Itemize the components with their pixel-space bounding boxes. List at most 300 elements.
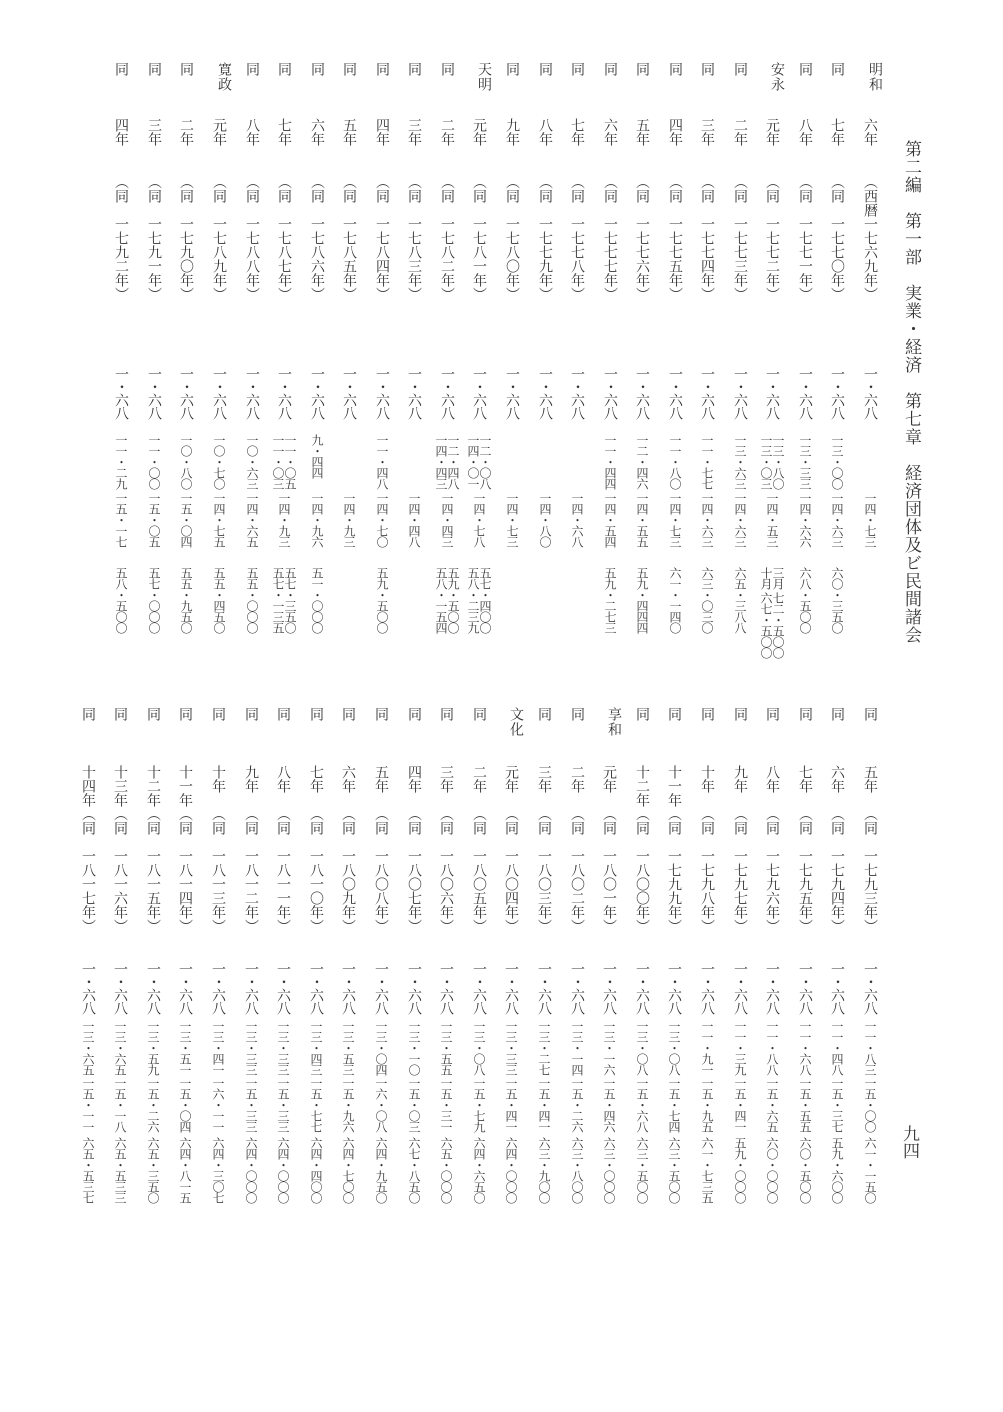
year-cell: 元年 — [211, 118, 227, 146]
value-d-cell: 六〇・〇〇〇 — [765, 1137, 779, 1203]
era-cell: 同 — [374, 62, 390, 76]
value-b-cell: 一一・三九 — [733, 1020, 747, 1075]
western-year-cell: （同 一七七一年） — [797, 175, 813, 301]
year-cell: 七年 — [308, 765, 324, 793]
value-c-cell: 一五・〇三 — [407, 1077, 421, 1132]
table-row — [858, 62, 882, 622]
value-a-cell: 一・六八 — [243, 962, 259, 1014]
value-c-cell: 一四・六三 — [733, 492, 747, 547]
value-d-cell: 五九・五〇〇 — [446, 567, 460, 633]
year-cell: 五年 — [862, 765, 878, 793]
value-d-cell: 五八・二三九 — [466, 567, 480, 633]
value-d-cell: 六七・八五〇 — [407, 1137, 421, 1203]
era-cell: 同 — [862, 707, 878, 721]
year-cell: 六年 — [602, 118, 618, 146]
value-a-cell: 一・六八 — [732, 962, 748, 1014]
era-cell: 同 — [602, 62, 618, 76]
value-c-cell: 一五・四一 — [537, 1077, 551, 1132]
value-b-cell: 一二・四八 — [446, 434, 460, 489]
value-c-cell: 一五・七九 — [472, 1077, 486, 1132]
value-a-cell: 一・六八 — [732, 367, 748, 419]
value-c-cell: 一四・五四 — [603, 492, 617, 547]
table-row — [695, 62, 719, 633]
table-row — [369, 707, 393, 1267]
value-a-cell: 一・六八 — [666, 962, 682, 1014]
year-cell: 二年 — [178, 118, 194, 146]
value-b-cell: 一一・四四 — [603, 434, 617, 489]
value-b-cell: 一三・四三 — [309, 1020, 323, 1075]
value-c-cell: 一四・九三 — [277, 492, 291, 547]
table-row — [434, 707, 458, 1267]
value-d-cell: 五七・四〇〇 — [478, 567, 492, 633]
era-cell: 同 — [177, 707, 193, 721]
era-cell: 同 — [471, 707, 487, 721]
value-d-cell: 六一・一四〇 — [668, 567, 682, 633]
year-cell: 六年 — [340, 765, 356, 793]
era-cell: 寛政 — [216, 62, 232, 92]
value-c-cell: 一五・〇四 — [179, 492, 193, 547]
era-cell: 同 — [504, 62, 520, 76]
value-b-cell: 一一・四八 — [375, 434, 389, 489]
year-cell: 三年 — [146, 118, 162, 146]
value-c-cell: 一四・七三 — [505, 492, 519, 547]
year-cell: 七年 — [797, 765, 813, 793]
value-c-cell: 一五・一八 — [113, 1077, 127, 1132]
value-a-cell: 一・六八 — [211, 367, 227, 419]
era-cell: 享和 — [606, 707, 622, 737]
era-cell: 同 — [112, 707, 128, 721]
value-c-cell: 一四・六五 — [245, 492, 259, 547]
era-cell: 同 — [146, 62, 162, 76]
year-cell: 二年 — [471, 765, 487, 793]
value-d-cell: 六一・一五〇 — [863, 1137, 877, 1203]
western-year-cell: （同 一八〇七年） — [406, 807, 422, 933]
value-d-cell: 六三・五〇〇 — [635, 1137, 649, 1203]
year-cell: 十四年 — [80, 765, 96, 807]
era-cell: 同 — [113, 62, 129, 76]
table-row — [825, 707, 849, 1267]
era-cell: 同 — [797, 707, 813, 721]
value-b-cell: 一三・五五 — [439, 1020, 453, 1075]
western-year-cell: （同 一七七二年） — [764, 175, 780, 301]
value-d-cell: 六三・五〇〇 — [667, 1137, 681, 1203]
value-a-cell: 一・六八 — [862, 367, 878, 419]
table-row — [141, 707, 165, 1267]
value-c-cell: 一五・〇四 — [178, 1077, 192, 1132]
value-a-cell: 一・六八 — [244, 367, 260, 419]
era-cell: 同 — [438, 707, 454, 721]
era-cell: 同 — [406, 707, 422, 721]
page-number: 九四 — [899, 1125, 919, 1159]
value-d-cell: 六〇・五〇〇 — [798, 1137, 812, 1203]
value-b-cell: 一一・〇〇 — [147, 434, 161, 489]
table-row — [500, 62, 524, 622]
value-a-cell: 一・六八 — [438, 962, 454, 1014]
era-cell: 天明 — [476, 62, 492, 92]
value-d-cell: 六四・三〇七 — [211, 1137, 225, 1203]
value-c-cell: 一四・七〇 — [375, 492, 389, 547]
western-year-cell: （同 一八〇一年） — [601, 807, 617, 933]
year-cell: 五年 — [373, 765, 389, 793]
value-c-cell: 一四・七五 — [212, 492, 226, 547]
table-row — [206, 707, 230, 1267]
era-cell: 同 — [666, 707, 682, 721]
value-b-cell: 一一・八〇 — [668, 434, 682, 489]
year-cell: 九年 — [732, 765, 748, 793]
era-cell: 安永 — [769, 62, 785, 92]
era-cell: 同 — [308, 707, 324, 721]
value-c-cell: 一四・五三 — [765, 492, 779, 547]
table-row — [793, 707, 817, 1267]
value-a-cell: 一・六八 — [569, 962, 585, 1014]
year-cell: 三年 — [536, 765, 552, 793]
value-b-cell: 一三・二七 — [537, 1020, 551, 1075]
value-c-cell: 一五・五五 — [798, 1077, 812, 1132]
value-b-cell: 一四・四三 — [434, 434, 448, 489]
value-d-cell: 五九・四四四 — [635, 567, 649, 633]
era-cell: 同 — [732, 707, 748, 721]
value-d-cell: 五九・六〇〇 — [830, 1137, 844, 1203]
value-b-cell: 一三・〇〇 — [830, 434, 844, 489]
value-d-cell: 五九・五〇〇 — [375, 567, 389, 633]
table-row — [630, 62, 654, 633]
western-year-cell: （西暦一七六九年） — [862, 175, 878, 301]
year-cell: 元年 — [503, 765, 519, 793]
value-c-cell: 一五・三七 — [830, 1077, 844, 1132]
value-a-cell: 一・六八 — [406, 962, 422, 1014]
year-cell: 六年 — [829, 765, 845, 793]
value-c-cell: 一四・四八 — [407, 492, 421, 547]
value-d-cell: 六八・五〇〇 — [798, 567, 812, 633]
value-b-cell: 一〇・八〇 — [179, 434, 193, 489]
value-a-cell: 一・六八 — [210, 962, 226, 1014]
value-a-cell: 一・六八 — [797, 367, 813, 419]
era-cell: 文化 — [508, 707, 524, 737]
western-year-cell: （同 一八〇〇年） — [634, 807, 650, 933]
table-row — [598, 62, 622, 633]
value-d-cell: 十月 六七・五〇〇 — [759, 567, 773, 658]
value-a-cell: 一・六八 — [146, 367, 162, 419]
year-cell: 六年 — [309, 118, 325, 146]
year-cell: 八年 — [764, 765, 780, 793]
value-a-cell: 一・六八 — [340, 962, 356, 1014]
western-year-cell: （同 一八〇二年） — [569, 807, 585, 933]
value-b-cell: 一三・六五 — [81, 1020, 95, 1075]
year-cell: 十年 — [210, 765, 226, 793]
value-d-cell: 六一・七三五 — [700, 1137, 714, 1203]
western-year-cell: （同 一八一四年） — [177, 807, 193, 933]
value-c-cell: 一四・六六 — [798, 492, 812, 547]
era-cell: 同 — [634, 707, 650, 721]
year-cell: 元年 — [764, 118, 780, 146]
value-b-cell: 一三・五三 — [341, 1020, 355, 1075]
table-row — [240, 62, 264, 633]
value-b-cell: 一一・九一 — [700, 1020, 714, 1075]
value-b-cell: 一三・一〇 — [407, 1020, 421, 1075]
value-d-cell: 五九・〇〇〇 — [733, 1137, 747, 1203]
value-b-cell: 一二・四六 — [635, 434, 649, 489]
year-cell: 二年 — [732, 118, 748, 146]
value-d-cell: 六三・〇〇〇 — [602, 1137, 616, 1203]
western-year-cell: （同 一七九四年） — [829, 807, 845, 933]
value-c-cell: 一五・九六 — [341, 1077, 355, 1132]
value-a-cell: 一・六八 — [699, 962, 715, 1014]
table-row — [370, 62, 394, 633]
era-cell: 同 — [178, 62, 194, 76]
western-year-cell: （同 一七八五年） — [341, 175, 357, 301]
value-c-cell: 一五・一七 — [114, 492, 128, 547]
value-c-cell: 一五・四一 — [733, 1077, 747, 1132]
value-d-cell: 五八・一五四 — [434, 567, 448, 633]
western-year-cell: （同 一八一五年） — [145, 807, 161, 933]
value-d-cell: 五七・一三五 — [271, 567, 285, 633]
value-a-cell: 一・六八 — [829, 367, 845, 419]
value-d-cell: 六四・〇〇〇 — [276, 1137, 290, 1203]
western-year-cell: （同 一七八二年） — [439, 175, 455, 301]
western-year-cell: （同 一七九七年） — [732, 807, 748, 933]
table-row — [142, 62, 166, 633]
value-a-cell: 一・六八 — [503, 962, 519, 1014]
value-c-cell: 一四・五五 — [635, 492, 649, 547]
value-c-cell: 一六・〇八 — [374, 1077, 388, 1132]
era-cell: 同 — [309, 62, 325, 76]
value-d-cell: 六四・六五〇 — [472, 1137, 486, 1203]
value-a-cell: 一・六八 — [308, 962, 324, 1014]
value-a-cell: 一・六八 — [667, 367, 683, 419]
western-year-cell: （同 一七九九年） — [666, 807, 682, 933]
value-b-cell: 一三・四一 — [211, 1020, 225, 1075]
value-b-cell: 一〇・七〇 — [212, 434, 226, 489]
table-row — [271, 62, 297, 633]
era-cell: 同 — [634, 62, 650, 76]
value-b-cell: 一三・一四 — [570, 1020, 584, 1075]
western-year-cell: （同 一八一三年） — [210, 807, 226, 933]
value-a-cell: 一・六八 — [112, 962, 128, 1014]
value-c-cell: 一五・九五 — [700, 1077, 714, 1132]
value-d-cell: 五九・二七三 — [603, 567, 617, 633]
value-b-cell: 一三・六三 — [733, 434, 747, 489]
year-cell: 四年 — [374, 118, 390, 146]
era-cell: 同 — [569, 707, 585, 721]
value-d-cell: 六五・〇〇〇 — [439, 1137, 453, 1203]
western-year-cell: （同 一七八八年） — [244, 175, 260, 301]
year-cell: 六年 — [862, 118, 878, 146]
table-row — [565, 62, 589, 622]
value-d-cell: 六四・八一五 — [178, 1137, 192, 1203]
value-d-cell: 五一・〇〇〇 — [310, 567, 324, 633]
table-row — [402, 62, 426, 622]
table-row — [793, 62, 817, 633]
year-cell: 十年 — [699, 765, 715, 793]
table-row — [239, 707, 263, 1267]
western-year-cell: （同 一七八六年） — [309, 175, 325, 301]
value-d-cell: 六五・三八八 — [733, 567, 747, 633]
year-cell: 二年 — [439, 118, 455, 146]
western-year-cell: （同 一七九三年） — [862, 807, 878, 933]
era-cell: 同 — [373, 707, 389, 721]
western-year-cell: （同 一八〇三年） — [536, 807, 552, 933]
western-year-cell: （同 一七七六年） — [634, 175, 650, 301]
value-c-cell: 一五・二六 — [570, 1077, 584, 1132]
value-a-cell: 一・六八 — [504, 367, 520, 419]
western-year-cell: （同 一七八一年） — [471, 175, 487, 301]
value-b-cell: 一〇・六三 — [245, 434, 259, 489]
value-b-cell: 一一・八八 — [765, 1020, 779, 1075]
western-year-cell: （同 一八一七年） — [80, 807, 96, 933]
value-a-cell: 一・六八 — [797, 962, 813, 1014]
era-cell: 同 — [829, 707, 845, 721]
western-year-cell: （同 一七七三年） — [732, 175, 748, 301]
table-row — [728, 707, 752, 1267]
western-year-cell: （同 一七七九年） — [537, 175, 553, 301]
era-cell: 同 — [243, 707, 259, 721]
value-a-cell: 一・六八 — [373, 962, 389, 1014]
value-d-cell: 三月 七二・五〇〇 — [771, 567, 785, 658]
western-year-cell: （同 一八〇八年） — [373, 807, 389, 933]
value-b-cell: 一三・〇八 — [635, 1020, 649, 1075]
era-cell: 同 — [439, 62, 455, 76]
value-a-cell: 一・六八 — [829, 962, 845, 1014]
western-year-cell: （同 一七七四年） — [699, 175, 715, 301]
western-year-cell: （同 一七八七年） — [276, 175, 292, 301]
value-a-cell: 一・六八 — [764, 367, 780, 419]
table-row — [207, 62, 232, 633]
value-c-cell: 一五・三三 — [276, 1077, 290, 1132]
era-cell: 同 — [536, 707, 552, 721]
value-b-cell: 一三・六五 — [113, 1020, 127, 1075]
table-row — [695, 707, 719, 1267]
value-d-cell: 六三・九〇〇 — [537, 1137, 551, 1203]
era-cell: 同 — [276, 62, 292, 76]
value-c-cell: 一四・六八 — [570, 492, 584, 547]
value-a-cell: 一・六八 — [177, 962, 193, 1014]
western-year-cell: （同 一八一二年） — [243, 807, 259, 933]
value-c-cell: 一五・〇五 — [147, 492, 161, 547]
value-a-cell: 一・六八 — [145, 962, 161, 1014]
value-c-cell: 一四・九六 — [310, 492, 324, 547]
era-cell: 同 — [829, 62, 845, 76]
table-row — [630, 707, 654, 1267]
table-row — [174, 62, 198, 633]
year-cell: 十三年 — [112, 765, 128, 807]
era-cell: 同 — [210, 707, 226, 721]
value-a-cell: 一・六八 — [341, 367, 357, 419]
western-year-cell: （同 一七九一年） — [146, 175, 162, 301]
year-cell: 九年 — [504, 118, 520, 146]
value-d-cell: 六〇・三五〇 — [830, 567, 844, 633]
value-c-cell: 一四・七三 — [668, 492, 682, 547]
year-cell: 二年 — [569, 765, 585, 793]
year-cell: 七年 — [569, 118, 585, 146]
era-cell: 同 — [699, 62, 715, 76]
year-cell: 三年 — [699, 118, 715, 146]
western-year-cell: （同 一八〇四年） — [503, 807, 519, 933]
table-row — [825, 62, 849, 633]
western-year-cell: （同 一八一〇年） — [308, 807, 324, 933]
western-year-cell: （同 一七九〇年） — [178, 175, 194, 301]
value-b-cell: 一三・三三 — [244, 1020, 258, 1075]
table-row — [858, 707, 882, 1267]
value-b-cell: 一三・一六 — [602, 1020, 616, 1075]
value-d-cell: 六三・〇三〇 — [700, 567, 714, 633]
era-cell: 同 — [340, 707, 356, 721]
year-cell: 七年 — [276, 118, 292, 146]
value-d-cell: 五八・五〇〇 — [114, 567, 128, 633]
year-cell: 十二年 — [145, 765, 161, 807]
value-d-cell: 六五・五三七 — [81, 1137, 95, 1203]
value-b-cell: 一一・七七 — [700, 434, 714, 489]
value-d-cell: 六四・〇〇〇 — [244, 1137, 258, 1203]
western-year-cell: （同 一八〇五年） — [471, 807, 487, 933]
value-d-cell: 六四・四〇〇 — [309, 1137, 323, 1203]
western-year-cell: （同 一七九二年） — [113, 175, 129, 301]
value-b-cell: 一一・八三 — [863, 1020, 877, 1075]
value-c-cell: 一四・八〇 — [538, 492, 552, 547]
value-d-cell: 六五・三五〇 — [146, 1137, 160, 1203]
year-cell: 元年 — [601, 765, 617, 793]
value-a-cell: 一・六八 — [536, 962, 552, 1014]
value-c-cell: 一四・六三 — [700, 492, 714, 547]
value-c-cell: 一五・七四 — [667, 1077, 681, 1132]
table-row — [337, 62, 361, 622]
table-row — [597, 707, 621, 1267]
table-row — [499, 707, 523, 1267]
year-cell: 九年 — [243, 765, 259, 793]
table-row — [76, 707, 100, 1267]
table-row — [466, 62, 492, 633]
value-c-cell: 一五・一一 — [81, 1077, 95, 1132]
value-a-cell: 一・六八 — [862, 962, 878, 1014]
table-row — [663, 62, 687, 633]
value-a-cell: 一・六八 — [406, 367, 422, 419]
table-row — [662, 707, 686, 1267]
value-b-cell: 一二・〇八 — [478, 434, 492, 489]
value-d-cell: 五五・九五〇 — [179, 567, 193, 633]
value-b-cell: 一一・〇三 — [271, 434, 285, 489]
western-year-cell: （同 一七八九年） — [211, 175, 227, 301]
value-a-cell: 一・六八 — [634, 962, 650, 1014]
value-b-cell: 一三・五九 — [146, 1020, 160, 1075]
year-cell: 五年 — [341, 118, 357, 146]
value-d-cell: 六三・八〇〇 — [570, 1137, 584, 1203]
value-b-cell: 一一・二九 — [114, 434, 128, 489]
era-cell: 同 — [145, 707, 161, 721]
year-cell: 八年 — [797, 118, 813, 146]
year-cell: 十二年 — [634, 765, 650, 807]
value-c-cell: 一四・七三 — [863, 492, 877, 547]
value-a-cell: 一・六八 — [471, 962, 487, 1014]
value-b-cell: 一三・八〇 — [771, 434, 785, 489]
value-d-cell: 六四・七〇〇 — [341, 1137, 355, 1203]
value-b-cell: 一一・〇五 — [283, 434, 297, 489]
year-cell: 元年 — [471, 118, 487, 146]
value-c-cell: 一五・三一 — [439, 1077, 453, 1132]
western-year-cell: （同 一七八三年） — [406, 175, 422, 301]
western-year-cell: （同 一七七〇年） — [829, 175, 845, 301]
western-year-cell: （同 一八一一年） — [275, 807, 291, 933]
year-cell: 七年 — [829, 118, 845, 146]
value-a-cell: 一・六八 — [764, 962, 780, 1014]
western-year-cell: （同 一八〇九年） — [340, 807, 356, 933]
value-d-cell: 五七・三五〇 — [283, 567, 297, 633]
value-d-cell: 六五・五三三 — [113, 1137, 127, 1203]
western-year-cell: （同 一七八〇年） — [504, 175, 520, 301]
era-cell: 同 — [667, 62, 683, 76]
year-cell: 八年 — [244, 118, 260, 146]
value-b-cell: 九・四四 — [310, 434, 324, 478]
table-row — [271, 707, 295, 1267]
year-cell: 四年 — [667, 118, 683, 146]
